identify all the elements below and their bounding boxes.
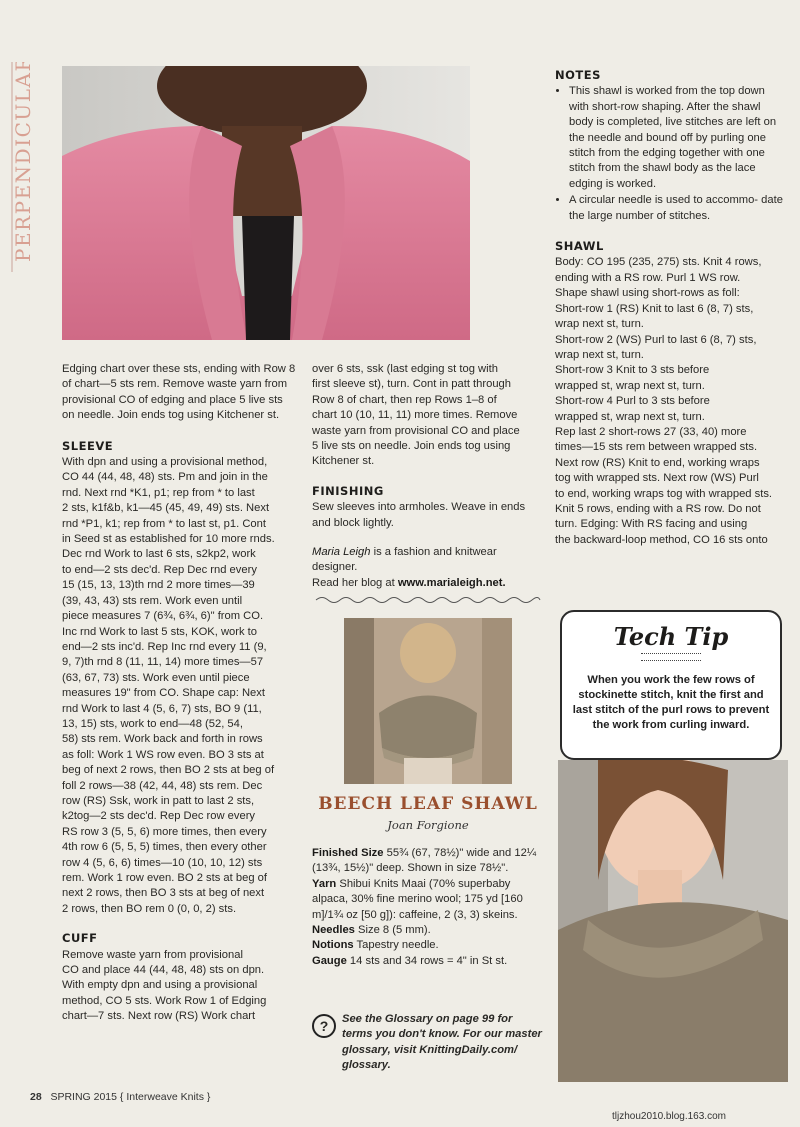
column-3 bbox=[555, 68, 785, 548]
cuff-body bbox=[62, 948, 298, 1025]
col2-line: over 6 sts, ssk (last edging st tog with bbox=[312, 363, 498, 375]
question-icon: ? bbox=[312, 1014, 336, 1038]
finishing-line: Sew sleeves into armholes. Weave in ends bbox=[312, 501, 526, 514]
spec-label: Needles bbox=[312, 924, 355, 937]
side-label-graphic bbox=[6, 62, 46, 272]
col2-line: Row 8 of chart, then rep Rows 1–8 of bbox=[312, 393, 497, 406]
shawl-line: times—15 sts rem between wrapped sts. bbox=[555, 441, 758, 454]
sleeve-line: 4th row 6 (5, 5, 5) times, then every other bbox=[62, 841, 267, 854]
shawl-line: ending with a RS row. Purl 1 WS row. bbox=[555, 271, 741, 284]
sleeve-line: (39, 43, 43) sts rem. Work even until bbox=[62, 594, 243, 607]
pattern-title: BEECH LEAF SHAWL bbox=[318, 794, 538, 814]
sleeve-line: 2 sts, k1f&b, k1—45 (45, 49, 49) sts. Next bbox=[62, 502, 270, 515]
spec-item bbox=[312, 923, 544, 938]
column-2 bbox=[312, 362, 544, 591]
col2-line: first sleeve st), turn. Cont in patt through bbox=[312, 378, 511, 391]
sleeve-line: 9, 7)th rnd 8 (11, 11, 14) more times—57 bbox=[62, 656, 264, 669]
cuff-line: method, CO 5 sts. Work Row 1 of Edging bbox=[62, 994, 267, 1007]
shawl-line: Next row (RS) Knit to end, working wraps bbox=[555, 456, 760, 469]
col2-body bbox=[312, 362, 544, 470]
intro-paragraph: Edging chart over these sts, ending with Row 8 of chart—5 sts rem. Remove waste yarn from provisional CO of edging and place 5 live sts on needle. Join ends tog using Kitchener st. bbox=[62, 363, 296, 422]
col2-line: 5 live sts on needle. Join ends tog using bbox=[312, 440, 511, 453]
sleeve-line: in Seed st as established for 10 more rnds. bbox=[62, 533, 275, 546]
shawl-line: Shape shawl using short-rows as foll: bbox=[555, 287, 740, 300]
col2-line: waste yarn from provisional CO and place bbox=[312, 424, 520, 437]
spec-label: Yarn bbox=[312, 877, 337, 890]
sleeve-line: (63, 67, 73) sts. Work even until piece bbox=[62, 671, 250, 684]
side-label-text: PERPENDICULAR bbox=[11, 62, 35, 262]
shawl-body bbox=[555, 255, 785, 548]
tech-tip-box bbox=[560, 610, 782, 760]
notes-heading: NOTES bbox=[555, 68, 601, 82]
col2-line: chart 10 (10, 11, 11) more times. Remove bbox=[312, 409, 518, 422]
spec-text: Size 8 (5 mm). bbox=[354, 924, 431, 937]
sleeve-line: as foll: Work 1 WS row even. BO 3 sts at bbox=[62, 748, 264, 761]
sleeve-line: beg of next 2 rows, then BO 2 sts at beg of bbox=[62, 764, 275, 777]
spec-item bbox=[312, 938, 544, 953]
designer-blog-text: Read her blog at bbox=[312, 576, 398, 589]
sleeve-line: 2 rows, then BO rem 0 (0, 0, 2) sts. bbox=[62, 902, 237, 915]
sleeve-line: rnd *P1, k1; rep from * to last st, p1. Cont bbox=[62, 517, 266, 530]
shawl-line: to end, working wraps tog with wrapped sts. bbox=[555, 487, 773, 500]
sleeve-line: to end—2 sts dec'd. Rep Dec rnd every bbox=[62, 563, 257, 576]
magazine-name: { Interweave Knits } bbox=[119, 1091, 211, 1103]
shawl-line: Short-row 3 Knit to 3 sts before bbox=[555, 364, 710, 377]
spec-label: Gauge bbox=[312, 954, 347, 967]
shawl-line: wrap next st, turn. bbox=[555, 348, 644, 361]
sleeve-body bbox=[62, 455, 298, 917]
spec-text: 55¾ (67, 78½)" wide and 12¼ (13¾, 15½)" deep. Shown in size 78½". bbox=[312, 847, 537, 875]
finishing-body bbox=[312, 500, 544, 531]
dashed-separator bbox=[312, 592, 544, 608]
finishing-line: and block lightly. bbox=[312, 516, 394, 529]
sleeve-line: end—2 sts inc'd. Rep Inc rnd every 11 (9, bbox=[62, 640, 267, 653]
sleeve-line: row 4 (5, 6, 6) times—10 (10, 10, 12) sts bbox=[62, 856, 263, 869]
cuff-line: Remove waste yarn from provisional bbox=[62, 948, 243, 961]
sleeve-line: foll 2 rows—38 (42, 44, 48) sts rem. Dec bbox=[62, 779, 263, 792]
sleeve-line: 58) sts rem. Work back and forth in rows bbox=[62, 733, 263, 746]
section-side-label bbox=[6, 62, 46, 272]
sleeve-line: 15 (15, 13, 13)th rnd 2 more times—39 bbox=[62, 579, 255, 592]
col2-line: Kitchener st. bbox=[312, 455, 375, 468]
sleeve-line: k2tog—2 sts dec'd. Rep Dec row every bbox=[62, 810, 256, 823]
sleeve-line: 13, 15) sts, work to end—48 (52, 54, bbox=[62, 717, 243, 730]
shawl-line: wrapped st, wrap next st, turn. bbox=[555, 410, 705, 423]
spec-item bbox=[312, 877, 544, 923]
shawl-line: Short-row 1 (RS) Knit to last 6 (8, 7) sts, bbox=[555, 302, 754, 315]
sleeve-line: next 2 rows, then BO 3 sts at beg of next bbox=[62, 887, 265, 900]
cuff-line: chart—7 sts. Next row (RS) Work chart bbox=[62, 1010, 256, 1023]
spec-text: Tapestry needle. bbox=[353, 939, 439, 952]
shawl-back-photo bbox=[344, 618, 512, 784]
cuff-line: CO and place 44 (44, 48, 48) sts on dpn. bbox=[62, 964, 265, 977]
sleeve-line: piece measures 7 (6¾, 6¾, 6)" from CO. bbox=[62, 610, 264, 623]
notes-list bbox=[555, 84, 785, 224]
note-item: • This shawl is worked from the top down with short-row shaping. After the shawl body is completed, live stitches are left on the needle and bound off by purling one stitch from the edging together with one stitch from the shawl body as the lace edging is worked. bbox=[569, 84, 785, 192]
note-item: • A circular needle is used to accommo- date the large number of stitches. bbox=[569, 193, 785, 224]
shawl-line: Body: CO 195 (235, 275) sts. Knit 4 rows, bbox=[555, 256, 762, 269]
glossary-text: See the Glossary on page 99 for terms you don't know. For our master glossary, visit KnittingDaily.com/ glossary. bbox=[342, 1013, 542, 1072]
shawl-line: Knit 5 rows, ending with a RS row. Do not bbox=[555, 502, 761, 515]
tech-tip-text: When you work the few rows of stockinette stitch, knit the first and last stitch of the purl rows to prevent the work from curling inward. bbox=[572, 674, 770, 731]
cuff-heading: CUFF bbox=[62, 931, 98, 946]
sleeve-line: rnd. Next rnd *K1, p1; rep from * to last bbox=[62, 486, 255, 499]
cuff-line: With empty dpn and using a provisional bbox=[62, 979, 258, 992]
spec-text: 14 sts and 34 rows = 4" in St st. bbox=[346, 954, 508, 967]
shawl-line: wrap next st, turn. bbox=[555, 318, 644, 331]
sleeve-line: row (RS) Ssk, work in patt to last 2 sts, bbox=[62, 794, 255, 807]
issue-label: SPRING 2015 bbox=[50, 1091, 117, 1103]
sleeve-line: With dpn and using a provisional method, bbox=[62, 456, 268, 469]
pink-sweater-photo bbox=[62, 66, 470, 340]
sleeve-heading: SLEEVE bbox=[62, 438, 114, 453]
sleeve-line: rem. Work 1 row even. BO 2 sts at beg of bbox=[62, 872, 267, 884]
spec-item bbox=[312, 954, 544, 969]
shawl-front-photo bbox=[558, 760, 788, 1082]
designer-name: Maria Leigh bbox=[312, 546, 371, 559]
sleeve-line: Dec rnd Work to last 6 sts, s2kp2, work bbox=[62, 548, 256, 561]
shawl-heading: SHAWL bbox=[555, 239, 604, 254]
column-1 bbox=[62, 362, 298, 1025]
sleeve-line: RS row 3 (5, 5, 6) more times, then every bbox=[62, 825, 267, 838]
watermark-text: tljzhou2010.blog.163.com bbox=[612, 1111, 726, 1122]
spec-label: Finished Size bbox=[312, 847, 384, 859]
spec-item bbox=[312, 846, 544, 877]
page-number: 28 bbox=[30, 1091, 42, 1103]
finishing-heading: FINISHING bbox=[312, 483, 384, 498]
page-footer bbox=[30, 1091, 210, 1103]
shawl-line: the backward-loop method, CO 16 sts onto bbox=[555, 533, 768, 546]
designer-bio-text: is a fashion and knitwear designer. bbox=[312, 546, 497, 574]
sleeve-line: Inc rnd Work to last 5 sts, KOK, work to bbox=[62, 625, 258, 638]
shawl-line: tog with wrapped sts. Next row (WS) Purl bbox=[555, 472, 759, 485]
designer-bio bbox=[312, 545, 544, 591]
tech-tip-divider bbox=[641, 653, 701, 661]
shawl-line: Short-row 2 (WS) Purl to last 6 (8, 7) sts, bbox=[555, 333, 757, 346]
pattern-author: Joan Forgione bbox=[387, 818, 469, 832]
sleeve-line: rnd Work to last 4 (5, 6, 7) sts, BO 9 (11, bbox=[62, 702, 262, 715]
pattern-specs bbox=[312, 846, 544, 969]
spec-label: Notions bbox=[312, 939, 354, 952]
sleeve-line: measures 19" from CO. Shape cap: Next bbox=[62, 687, 265, 700]
tech-tip-title: Tech Tip bbox=[613, 622, 729, 651]
shawl-line: Rep last 2 short-rows 27 (33, 40) more bbox=[555, 425, 747, 438]
shawl-line: Short-row 4 Purl to 3 sts before bbox=[555, 395, 710, 408]
glossary-note bbox=[312, 1012, 544, 1074]
spec-text: Shibui Knits Maai (70% superbaby alpaca, 30% fine merino wool; 175 yd [160 m]/1¾ oz [50 g]): caffeine, 2 (3, 3) skeins. bbox=[312, 877, 523, 921]
designer-blog-url: www.marialeigh.net. bbox=[397, 576, 506, 589]
shawl-line: turn. Edging: With RS facing and using bbox=[555, 518, 748, 531]
shawl-line: wrapped st, wrap next st, turn. bbox=[555, 379, 705, 392]
sleeve-line: CO 44 (44, 48, 48) sts. Pm and join in the bbox=[62, 471, 268, 484]
